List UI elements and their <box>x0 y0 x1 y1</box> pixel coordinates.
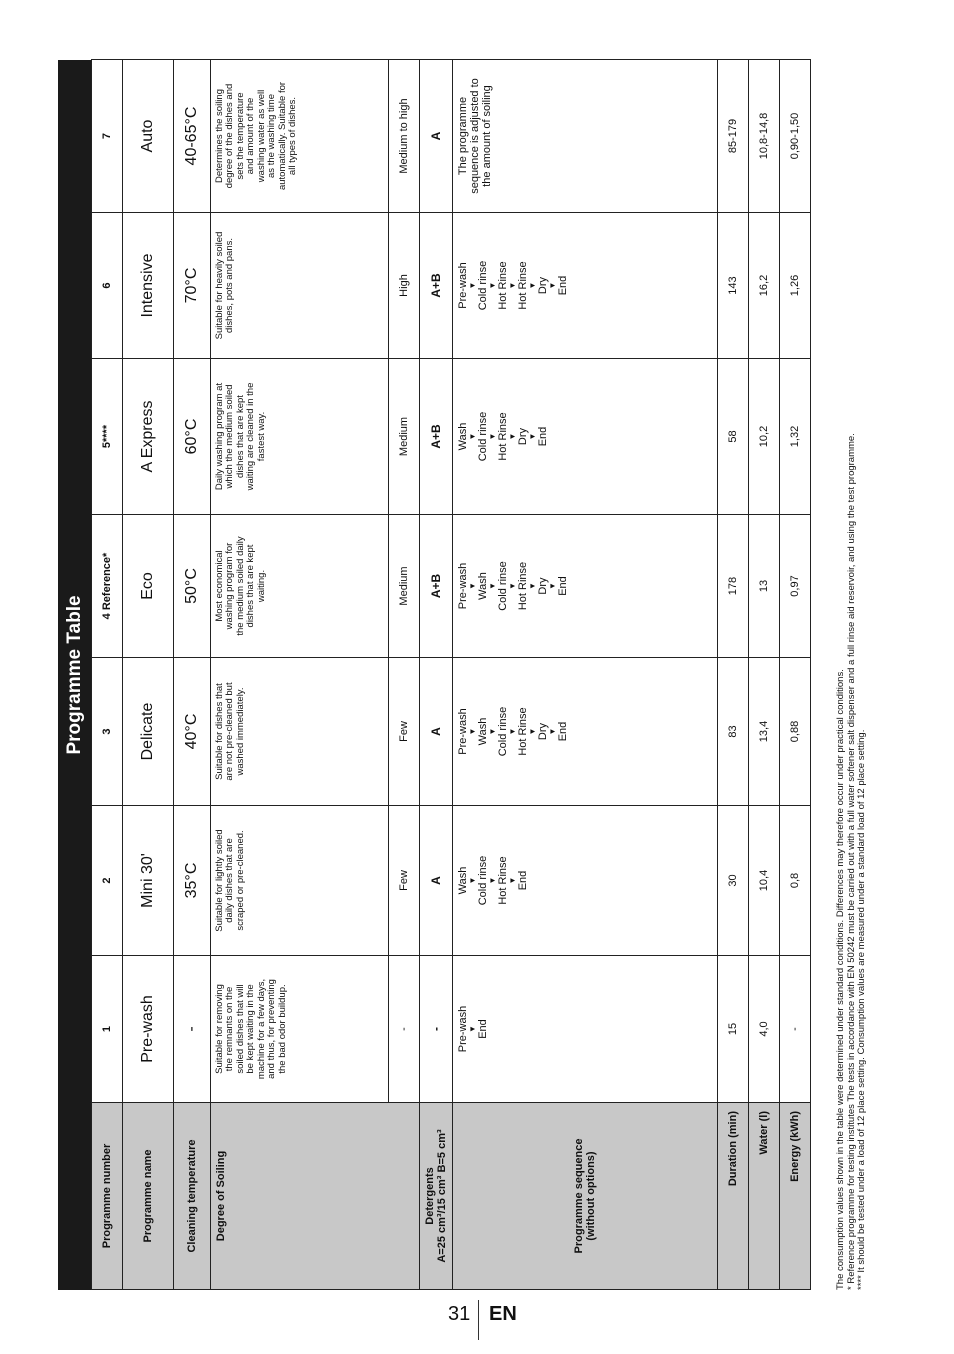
energy-value: - <box>779 956 810 1103</box>
description-line: dishes that are kept <box>234 395 246 478</box>
description-line: Most economical <box>213 550 225 622</box>
detergent: A <box>419 658 452 806</box>
sequence-step: Dry <box>537 722 550 741</box>
arrow-down-icon: ▼ <box>508 582 518 590</box>
row-label-energy: Energy (kWh) <box>779 1103 810 1290</box>
programme-description <box>210 60 388 213</box>
table-row <box>419 60 452 1290</box>
footnote: The consumption values shown in the table were determined under standard conditions. Differences may therefore occur under practical conditions. <box>835 669 846 1290</box>
table-row <box>453 60 717 1290</box>
duration-value: 143 <box>717 213 748 359</box>
sequence-step: Pre-wash <box>457 262 470 309</box>
row-label-duration: Duration (min) <box>717 1103 748 1290</box>
arrow-down-icon: ▼ <box>488 281 498 290</box>
water-value: 10,8-14,8 <box>748 60 779 213</box>
sequence-step: Wash <box>477 717 490 746</box>
detergent: A+B <box>419 213 452 359</box>
description-line: as the washing time <box>266 94 278 178</box>
description-line: automatically. Suitable for <box>276 81 288 191</box>
detergent: A <box>419 60 452 213</box>
page-title: Programme Table <box>64 595 85 755</box>
programme-sequence <box>453 658 717 806</box>
description-line: Suitable for removing <box>213 984 225 1074</box>
arrow-down-icon: ▼ <box>488 876 498 885</box>
sequence-note-line: the amount of soiling <box>481 85 494 187</box>
programme-number: 1 <box>92 956 123 1103</box>
arrow-down-icon: ▼ <box>508 432 518 441</box>
arrow-down-icon: ▼ <box>508 876 518 885</box>
programme-description <box>210 806 388 956</box>
description-line: waiting are cleaned in the <box>245 382 257 491</box>
programme-name: A Express <box>123 359 174 515</box>
arrow-down-icon: ▼ <box>508 281 518 290</box>
arrow-down-icon: ▼ <box>488 432 498 441</box>
programme-description <box>210 213 388 359</box>
footer-divider <box>478 1300 479 1340</box>
description-line: Determines the soiling <box>213 89 225 183</box>
soiling-level: Few <box>388 806 419 956</box>
sequence-step: Pre-wash <box>457 1005 470 1053</box>
detergent: - <box>419 956 452 1103</box>
sequence-step: Hot Rinse <box>517 261 530 310</box>
energy-value: 0,90-1,50 <box>779 60 810 213</box>
detergent: A+B <box>419 359 452 515</box>
table-row <box>123 60 174 1290</box>
arrow-down-icon: ▼ <box>468 432 478 441</box>
arrow-down-icon: ▼ <box>528 582 538 590</box>
sequence-step: End <box>477 1019 490 1039</box>
water-value: 13,4 <box>748 658 779 806</box>
sequence-step: Wash <box>477 572 490 600</box>
detergents-dosage: A=25 cm³/15 cm³ B=5 cm³ <box>435 1129 448 1263</box>
programme-number: 4 Reference* <box>92 515 123 658</box>
language-code: EN <box>489 1303 517 1325</box>
water-value: 4,0 <box>748 956 779 1103</box>
sequence-step: Cold rinse <box>477 411 490 462</box>
sequence-step: End <box>557 576 570 596</box>
description-line: washed immediately. <box>234 687 246 776</box>
programme-sequence-label: Programme sequence <box>572 1138 585 1254</box>
description-line: Suitable for lightly soiled <box>213 829 225 932</box>
soiling-level: Medium <box>388 515 419 658</box>
cleaning-temperature: 40°C <box>174 658 211 806</box>
sequence-step: Wash <box>457 422 470 451</box>
arrow-down-icon: ▼ <box>468 281 478 290</box>
arrow-down-icon: ▼ <box>548 727 558 736</box>
description-line: fastest way. <box>255 411 267 462</box>
row-label-degree-of-soiling: Degree of Soiling <box>210 1103 419 1290</box>
row-label-programme-name: Programme name <box>123 1103 174 1290</box>
duration-value: 15 <box>717 956 748 1103</box>
programme-sequence <box>453 213 717 359</box>
table-row <box>717 60 748 1290</box>
table-row <box>92 60 123 1290</box>
sequence-step: Pre-wash <box>457 562 470 610</box>
programme-name: Intensive <box>123 213 174 359</box>
sequence-step: Dry <box>537 577 550 595</box>
sequence-step: End <box>557 721 570 742</box>
description-line: degree of the dishes and <box>224 83 236 189</box>
duration-value: 30 <box>717 806 748 956</box>
programme-number: 5**** <box>92 359 123 515</box>
arrow-down-icon: ▼ <box>508 727 518 736</box>
energy-value: 0,8 <box>779 806 810 956</box>
description-line: Suitable for heavily soiled <box>213 231 225 340</box>
sequence-step: Hot Rinse <box>497 261 510 310</box>
programme-name: Pre-wash <box>123 956 174 1103</box>
soiling-level: Medium <box>388 359 419 515</box>
programme-number: 7 <box>92 60 123 213</box>
description-line: and thus, for preventing <box>266 979 278 1079</box>
programme-number: 6 <box>92 213 123 359</box>
duration-value: 178 <box>717 515 748 658</box>
footnote: * Reference programme for testing institutes The tests in accordance with EN 50242 must be carried out with a full water softener salt dispenser and a full rinse aid reservoir, and using the test programme. <box>845 433 857 1290</box>
energy-value: 1,26 <box>779 213 810 359</box>
description-line: waiting. <box>255 569 267 603</box>
water-value: 16,2 <box>748 213 779 359</box>
sequence-step: End <box>517 870 530 891</box>
sequence-step: Hot Rinse <box>497 412 510 461</box>
arrow-down-icon: ▼ <box>468 876 478 885</box>
soiling-level: - <box>388 956 419 1103</box>
sequence-step: Pre-wash <box>457 708 470 755</box>
sequence-step: End <box>557 275 570 296</box>
footnotes <box>836 50 896 1290</box>
arrow-down-icon: ▼ <box>528 281 538 290</box>
sequence-step: Hot Rinse <box>497 856 510 905</box>
description-line: soiled dishes that will <box>234 984 246 1074</box>
table-row <box>174 60 211 1290</box>
programme-number: 3 <box>92 658 123 806</box>
sequence-step: Dry <box>517 427 530 446</box>
programme-sequence <box>453 359 717 515</box>
description-line: dishes, pots and pans. <box>224 237 236 334</box>
sequence-step: Hot Rinse <box>517 561 530 611</box>
description-line: dishes that are kept <box>245 544 257 628</box>
soiling-level: Medium to high <box>388 60 419 213</box>
description-line: are not pre-cleaned but <box>224 682 236 781</box>
row-label-cleaning-temperature: Cleaning temperature <box>174 1103 211 1290</box>
detergents-label: Detergents <box>423 1167 436 1225</box>
description-line: daily dishes that are <box>224 838 236 923</box>
row-label-water: Water (l) <box>748 1103 779 1290</box>
detergent: A+B <box>419 515 452 658</box>
cleaning-temperature: 60°C <box>174 359 211 515</box>
table-row <box>210 60 388 1290</box>
sequence-step: Hot Rinse <box>517 707 530 756</box>
duration-value: 83 <box>717 658 748 806</box>
programme-table <box>91 59 811 1290</box>
description-line: be kept waiting in the <box>245 984 257 1074</box>
description-line: Daily washing program at <box>213 382 225 491</box>
description-line: washing program for <box>224 542 236 630</box>
programme-description <box>210 658 388 806</box>
arrow-down-icon: ▼ <box>528 727 538 736</box>
cleaning-temperature: 40-65°C <box>174 60 211 213</box>
programme-sequence <box>453 515 717 658</box>
description-line: machine for a few days, <box>255 978 267 1080</box>
sequence-step: Cold rinse <box>477 260 490 311</box>
row-label-detergents <box>419 1103 452 1290</box>
description-line: all types of dishes. <box>287 96 299 176</box>
soiling-level: High <box>388 213 419 359</box>
description-line: washing water as well <box>255 89 267 183</box>
programme-name: Delicate <box>123 658 174 806</box>
duration-value: 58 <box>717 359 748 515</box>
programme-number: 2 <box>92 806 123 956</box>
arrow-down-icon: ▼ <box>548 582 558 590</box>
programme-table-rotated <box>58 60 811 1290</box>
cleaning-temperature: 50°C <box>174 515 211 658</box>
energy-value: 0,97 <box>779 515 810 658</box>
detergent: A <box>419 806 452 956</box>
table-row <box>748 60 779 1290</box>
description-line: scraped or pre-cleaned. <box>234 830 246 931</box>
programme-name: Mini 30' <box>123 806 174 956</box>
water-value: 10,2 <box>748 359 779 515</box>
programme-sequence <box>453 956 717 1103</box>
sequence-step: End <box>537 426 550 447</box>
arrow-down-icon: ▼ <box>488 727 498 736</box>
programme-sequence <box>453 806 717 956</box>
description-line: Suitable for dishes that <box>213 683 225 780</box>
energy-value: 1,32 <box>779 359 810 515</box>
arrow-down-icon: ▼ <box>468 727 478 736</box>
water-value: 10,4 <box>748 806 779 956</box>
description-line: the remnants on the <box>224 986 236 1072</box>
arrow-down-icon: ▼ <box>528 432 538 441</box>
description-line: the medium soiled daily <box>234 536 246 636</box>
sequence-step: Cold rinse <box>497 561 510 611</box>
footnote: **** It should be tested under a load of 12 place setting. Consumption values are measured under a standard load of 12 place setting. <box>856 729 867 1290</box>
cleaning-temperature: 70°C <box>174 213 211 359</box>
page-number: 31 <box>448 1303 471 1325</box>
cleaning-temperature: - <box>174 956 211 1103</box>
programme-name: Auto <box>123 60 174 213</box>
description-line: sets the temperature <box>234 92 246 180</box>
description-line: and amount of the <box>245 97 257 175</box>
sequence-note-line: The programme <box>457 96 470 176</box>
sequence-step: Dry <box>537 276 550 295</box>
programme-sequence-sublabel: (without options) <box>584 1151 597 1241</box>
programme-name: Eco <box>123 515 174 658</box>
programme-description <box>210 956 388 1103</box>
description-line: which the medium soiled <box>224 384 236 489</box>
sequence-step: Cold rinse <box>497 706 510 757</box>
row-label-programme-sequence <box>453 1103 717 1290</box>
table-row <box>779 60 810 1290</box>
arrow-down-icon: ▼ <box>488 582 498 590</box>
arrow-down-icon: ▼ <box>468 582 478 590</box>
programme-sequence <box>453 60 717 213</box>
duration-value: 85-179 <box>717 60 748 213</box>
programme-description <box>210 359 388 515</box>
description-line: the bad odor buildup. <box>276 984 288 1074</box>
soiling-level: Few <box>388 658 419 806</box>
sequence-step: Wash <box>457 866 470 895</box>
sequence-step: Cold rinse <box>477 855 490 906</box>
cleaning-temperature: 35°C <box>174 806 211 956</box>
sequence-note-line: sequence is adjusted to <box>469 78 482 194</box>
row-label-programme-number: Programme number <box>92 1103 123 1290</box>
programme-description <box>210 515 388 658</box>
arrow-down-icon: ▼ <box>548 281 558 290</box>
energy-value: 0,88 <box>779 658 810 806</box>
arrow-down-icon: ▼ <box>468 1025 478 1033</box>
water-value: 13 <box>748 515 779 658</box>
